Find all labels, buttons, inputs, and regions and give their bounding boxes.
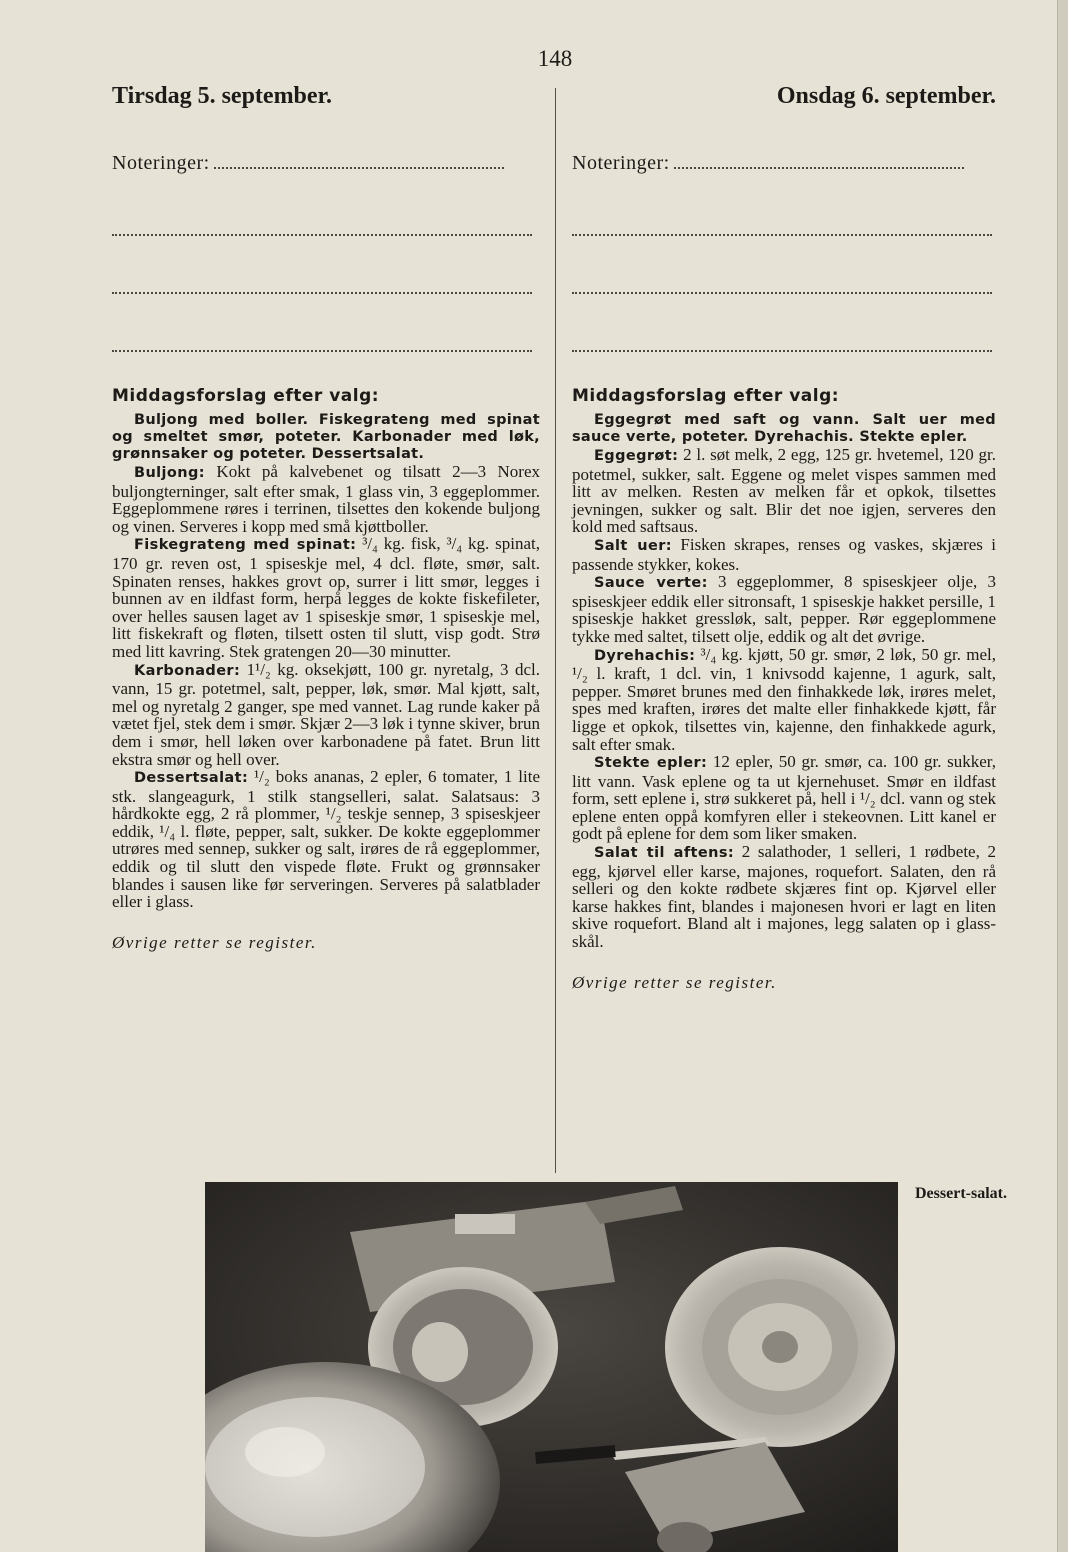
recipe-paragraph <box>572 573 996 645</box>
recipe-body: ³/₄ kg. kjøtt, 50 gr. smør, 2 løk, 50 gr. mel, ¹/₂ l. kraft, 1 dcl. vin, 1 knivsodd kajenne, 1 agurk, salt, pepper. Smøret brunes med den finhakkede løk, irøres melet, spes med kraften, irøres det malte eller finhakkede kjøtt, får ligge et opkok, tilsettes vin, kajenne, den finhakkede agurk, salt efter smak. <box>572 644 996 754</box>
column-divider <box>555 88 556 1173</box>
notes-line <box>572 178 992 236</box>
photo-illustration <box>205 1182 898 1552</box>
dessert-salad-photo <box>205 1182 898 1552</box>
day-title: Tirsdag 5. september. <box>112 83 333 109</box>
section-title: Middagsforslag efter valg: <box>112 386 380 406</box>
recipe-body: 2 l. søt melk, 2 egg, 125 gr. hvetemel, 120 gr. potetmel, sukker, salt. Eggene og melet vispes sammen med litt av melken. Resten av melken får et opkok, tilsettes jevningen, sukker og salt. Blir det noe igjen, serveres den kold med saftsaus. <box>572 445 996 537</box>
notes-line <box>572 294 992 352</box>
other-dishes-note: Øvrige retter se register. <box>572 972 777 992</box>
notes-label-text: Noteringer: <box>572 152 670 174</box>
section-title: Middagsforslag efter valg: <box>572 386 840 406</box>
recipe-body: Fisken skrapes, renses og vaskes, skjæres i passende stykker, kokes. <box>572 534 996 574</box>
menu-summary: Buljong med boller. Fiskegrateng med spinat og smeltet smør, poteter. Karbonader med løk, grønnsaker og poteter. Dessertsalat. <box>112 412 540 462</box>
notes-label-text: Noteringer: <box>112 152 210 174</box>
recipe-body: ¹/₂ boks ananas, 2 epler, 6 tomater, 1 lite stk. slangeagurk, 1 stilk stangselleri, salat. Salatsaus: 3 hårdkokte egg, 2 rå plommer, ¹/₂ teskje sennep, 3 spiseskjeer eddik, ¹/₄ l. fløte, pepper, salt, sukker. De kokte eggeplommer utrøres med sennep, sukker og salt, irøres de rå eggeplommer, eddik og til slutt den vispede fløte. Frukt og grønnsaker blandes i sausen like før serveringen. Serveres på salatblader eller i glass. <box>112 767 540 912</box>
notes-line <box>674 153 964 169</box>
right-column <box>572 78 996 993</box>
recipe-paragraph <box>572 446 996 536</box>
recipe-paragraph <box>572 753 996 843</box>
left-column <box>112 78 540 953</box>
notes-label <box>572 152 996 178</box>
notes-line <box>112 294 532 352</box>
photo-caption-text: Dessert-salat. <box>915 1185 1007 1202</box>
day-title: Onsdag 6. september. <box>776 83 996 109</box>
recipe-term: Salt uer: <box>594 537 673 554</box>
recipe-paragraph <box>572 843 996 951</box>
recipe-body: 12 epler, 50 gr. smør, ca. 100 gr. sukker, litt vann. Vask eplene og ta ut kjernehuset. Smør en ildfast form, sett eplene i, strø sukkeret på, hell i ¹/₂ dcl. vann og stek eplene enten oppå komfyren eller i stekeovnen. Litt kanel er godt på eplene for dem som liker smaken. <box>572 752 996 844</box>
page-edge <box>1057 0 1068 1552</box>
notes-line <box>112 236 532 294</box>
notes-line <box>214 153 504 169</box>
recipe-term: Sauce verte: <box>594 575 708 592</box>
recipe-body: ³/₄ kg. fisk, ³/₄ kg. spinat, 170 gr. reven ost, 1 spiseskje mel, 4 dcl. fløte, smør, salt. Spinaten renses, hakkes grovt op, surrer i litt smør, legges i bunnen av en ildfast form, herpå legges de kokte fiskefileter, over helles sausen laget av 1 spiseskje smør, 1 spiseskje mel, litt fiskekraft og fløten, tilsett osten til slutt, visp godt. Strø med litt kavring. Stek gratengen 20—30 minutter. <box>112 534 540 661</box>
recipe-paragraph <box>572 646 996 754</box>
recipe-body: Kokt på kalvebenet og tilsatt 2—3 Norex buljongterninger, salt efter smak, 1 glass vin, 3 eggeplommer. Eggeplommene røres i terrinen, tilsettes den kokende buljong og vinen. Serveres i kopp med små kjøttboller. <box>112 462 540 536</box>
recipe-term: Karbonader: <box>134 662 241 679</box>
recipe-term: Dyrehachis: <box>594 647 696 664</box>
recipe-term: Buljong: <box>134 465 205 481</box>
recipe-list <box>112 412 540 911</box>
recipe-paragraph <box>112 463 540 535</box>
menu-summary: Eggegrøt med saft og vann. Salt uer med sauce verte, poteter. Dyrehachis. Stekte epler. <box>572 412 996 445</box>
recipe-paragraph <box>572 536 996 573</box>
notes-label <box>112 152 540 178</box>
recipe-term: Dessertsalat: <box>134 770 249 787</box>
recipe-paragraph <box>112 661 540 769</box>
recipe-list <box>572 412 996 951</box>
recipe-body: 3 eggeplommer, 8 spiseskjeer olje, 3 spiseskjeer eddik eller sitronsaft, 1 spiseskje hakket persille, 1 spiseskje hakket gressløk, salt, pepper. Rør eggeplommene tykke med saltet, tilsett olje, eddik og alt det øvrige. <box>572 572 996 646</box>
page-number: 148 <box>537 46 573 71</box>
photo-caption <box>915 1184 1007 1204</box>
recipe-term: Salat til aftens: <box>594 845 735 862</box>
recipe-term: Eggegrøt: <box>594 448 679 464</box>
other-dishes-note: Øvrige retter se register. <box>112 932 317 952</box>
recipe-body: 1¹/₂ kg. oksekjøtt, 100 gr. nyretalg, 3 dcl. vann, 15 gr. potetmel, salt, pepper, løk, smør. Mal kjøtt, salt, mel og nyretalg 2 ganger, spe med vannet. Lag runde kaker på vætet fjel, stek dem i smør. Skjær 2—3 løk i tynne skiver, brun dem i smør, hell løken over karbonadene på fatet. Brun litt ekstra smør og hell over. <box>112 659 540 769</box>
recipe-paragraph <box>112 535 540 660</box>
recipe-paragraph <box>112 768 540 911</box>
recipe-term: Stekte epler: <box>594 755 708 772</box>
recipe-body: 2 salathoder, 1 selleri, 1 rødbete, 2 egg, kjørvel eller karse, majones, roquefort. Salaten, den rå selleri og den kokte rødbete skjæres fint op. Kjørvel eller karse hakkes fint, blandes i majonesen hvori er lagt en liten skive roquefort. Bland alt i majones, legg salaten op i glass-skål. <box>572 842 996 952</box>
recipe-term: Fiskegrateng med spinat: <box>134 537 357 554</box>
notes-line <box>572 236 992 294</box>
notes-line <box>112 178 532 236</box>
